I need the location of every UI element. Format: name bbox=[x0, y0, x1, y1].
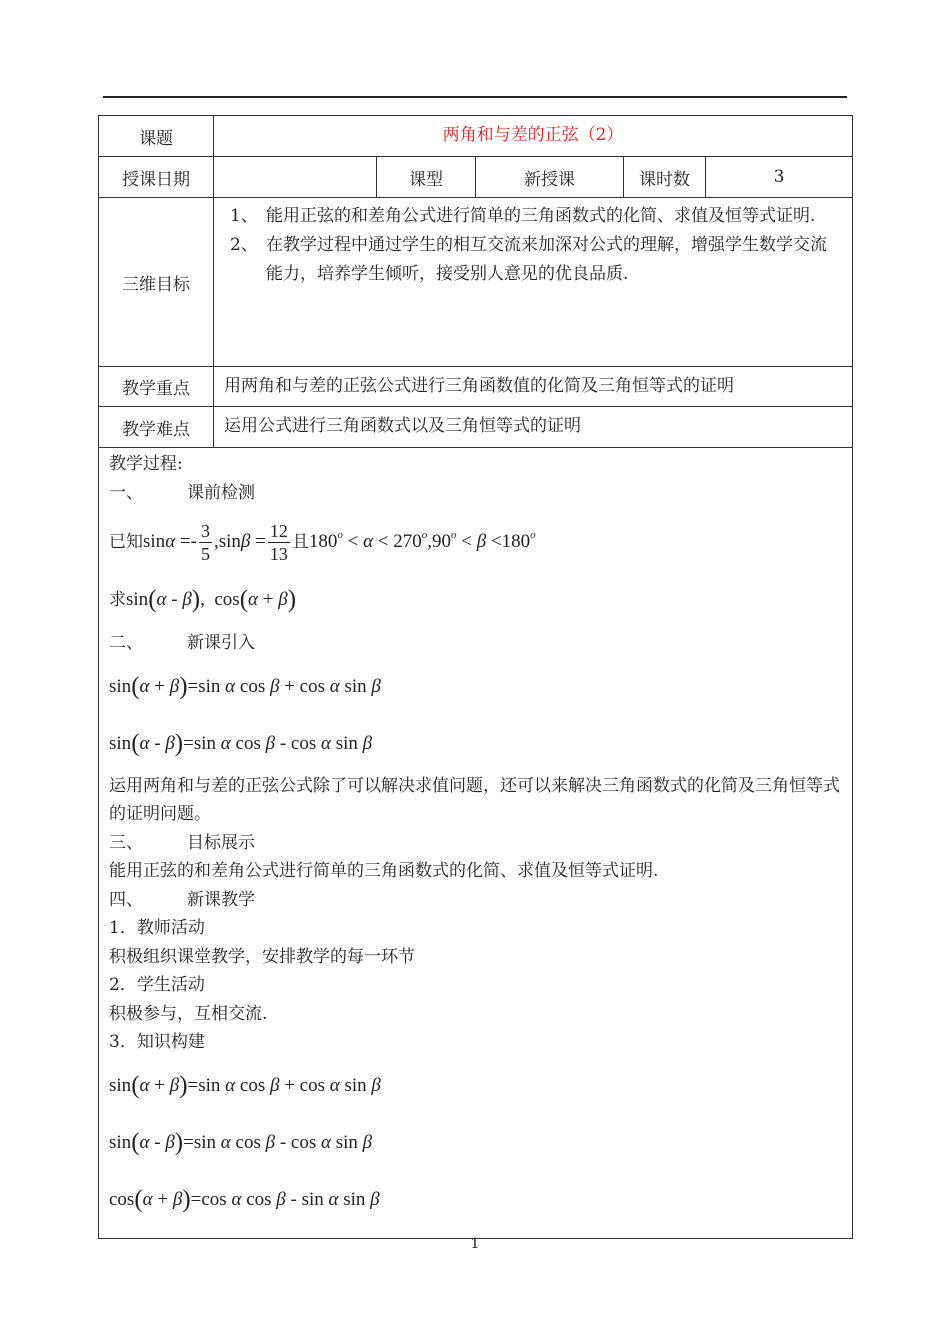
process-title: 教学过程: bbox=[109, 454, 183, 474]
section-heading: 四、 新课教学 bbox=[109, 889, 255, 910]
lesson-type-value: 新授课 bbox=[476, 157, 624, 198]
goal-text: 在教学过程中通过学生的相互交流来加深对公式的理解，增强学生数学交流能力，培养学生倾听，接受别人意见的优良品质. bbox=[266, 235, 827, 284]
process-row bbox=[99, 448, 853, 1239]
key-points-label: 教学重点 bbox=[99, 367, 214, 407]
formula-sin-sum: sin(α + β)=sin α cos β + cos α sin β bbox=[109, 672, 381, 700]
date-value bbox=[214, 157, 377, 198]
header-rule bbox=[103, 96, 847, 98]
goals-label: 三维目标 bbox=[99, 198, 214, 367]
difficulty-row bbox=[99, 407, 853, 448]
section-heading: 三、 目标展示 bbox=[109, 832, 255, 853]
problem-given: 已知sinα =- $\frac{3}{5}$ ,sinβ = $\frac{12}{13}$ 且$180^o < \alpha < 270^o,90^o < \beta <180^o$ bbox=[109, 521, 536, 565]
formula-cos-sum: cos(α + β)=cos α cos β - sin α sin β bbox=[109, 1185, 380, 1213]
formula-sin-diff: sin(α - β)=sin α cos β - cos α sin β bbox=[109, 1128, 373, 1156]
section-heading: 二、 新课引入 bbox=[109, 633, 255, 653]
fraction: $\frac{3}{5}$ bbox=[200, 521, 210, 565]
sub-heading: 1．教师活动 bbox=[109, 918, 205, 938]
sub-heading: 3．知识构建 bbox=[109, 1032, 205, 1052]
date-row bbox=[99, 157, 853, 198]
sub-text: 积极组织课堂教学，安排教学的每一环节 bbox=[109, 946, 415, 967]
topic-row bbox=[99, 116, 853, 157]
sub-text: 积极参与，互相交流. bbox=[109, 1003, 268, 1024]
key-points-text: 用两角和与差的正弦公式进行三角函数值的化简及三角恒等式的证明 bbox=[214, 367, 853, 407]
sub-heading: 2．学生活动 bbox=[109, 975, 205, 995]
section-heading: 一、 课前检测 bbox=[109, 482, 255, 503]
page-number: 1 bbox=[470, 1236, 480, 1252]
difficulty-text: 运用公式进行三角函数式以及三角恒等式的证明 bbox=[214, 407, 853, 448]
goal-display-text: 能用正弦的和差角公式进行简单的三角函数式的化简、求值及恒等式证明. bbox=[109, 861, 659, 881]
goal-text: 能用正弦的和差角公式进行简单的三角函数式的化简、求值及恒等式证明. bbox=[266, 206, 816, 226]
date-label: 授课日期 bbox=[99, 157, 214, 198]
teaching-process bbox=[99, 448, 853, 1239]
fraction: $\frac{12}{13}$ bbox=[269, 521, 288, 565]
lesson-type-label: 课型 bbox=[377, 157, 476, 198]
formula-sin-diff: sin(α - β)=sin α cos β - cos α sin β bbox=[109, 729, 373, 757]
goal-number: 1、 bbox=[230, 206, 258, 226]
lesson-plan-table bbox=[98, 115, 853, 1239]
hours-value: 3 bbox=[706, 157, 853, 198]
topic-value: 两角和与差的正弦（2） bbox=[214, 116, 853, 157]
problem-ask: 求sin(α - β), cos(α + β) bbox=[109, 586, 297, 613]
goals-row bbox=[99, 198, 853, 367]
intro-paragraph: 运用两角和与差的正弦公式除了可以解决求值问题，还可以来解决三角函数式的化简及三角恒等式的证明问题。 bbox=[109, 775, 840, 824]
hours-label: 课时数 bbox=[624, 157, 706, 198]
goal-number: 2、 bbox=[230, 235, 258, 255]
difficulty-label: 教学难点 bbox=[99, 407, 214, 448]
goals-content bbox=[214, 198, 853, 367]
goal-item bbox=[224, 231, 842, 289]
key-points-row bbox=[99, 367, 853, 407]
formula-sin-sum: sin(α + β)=sin α cos β + cos α sin β bbox=[109, 1071, 381, 1099]
topic-label: 课题 bbox=[99, 116, 214, 157]
goal-item bbox=[224, 202, 842, 231]
